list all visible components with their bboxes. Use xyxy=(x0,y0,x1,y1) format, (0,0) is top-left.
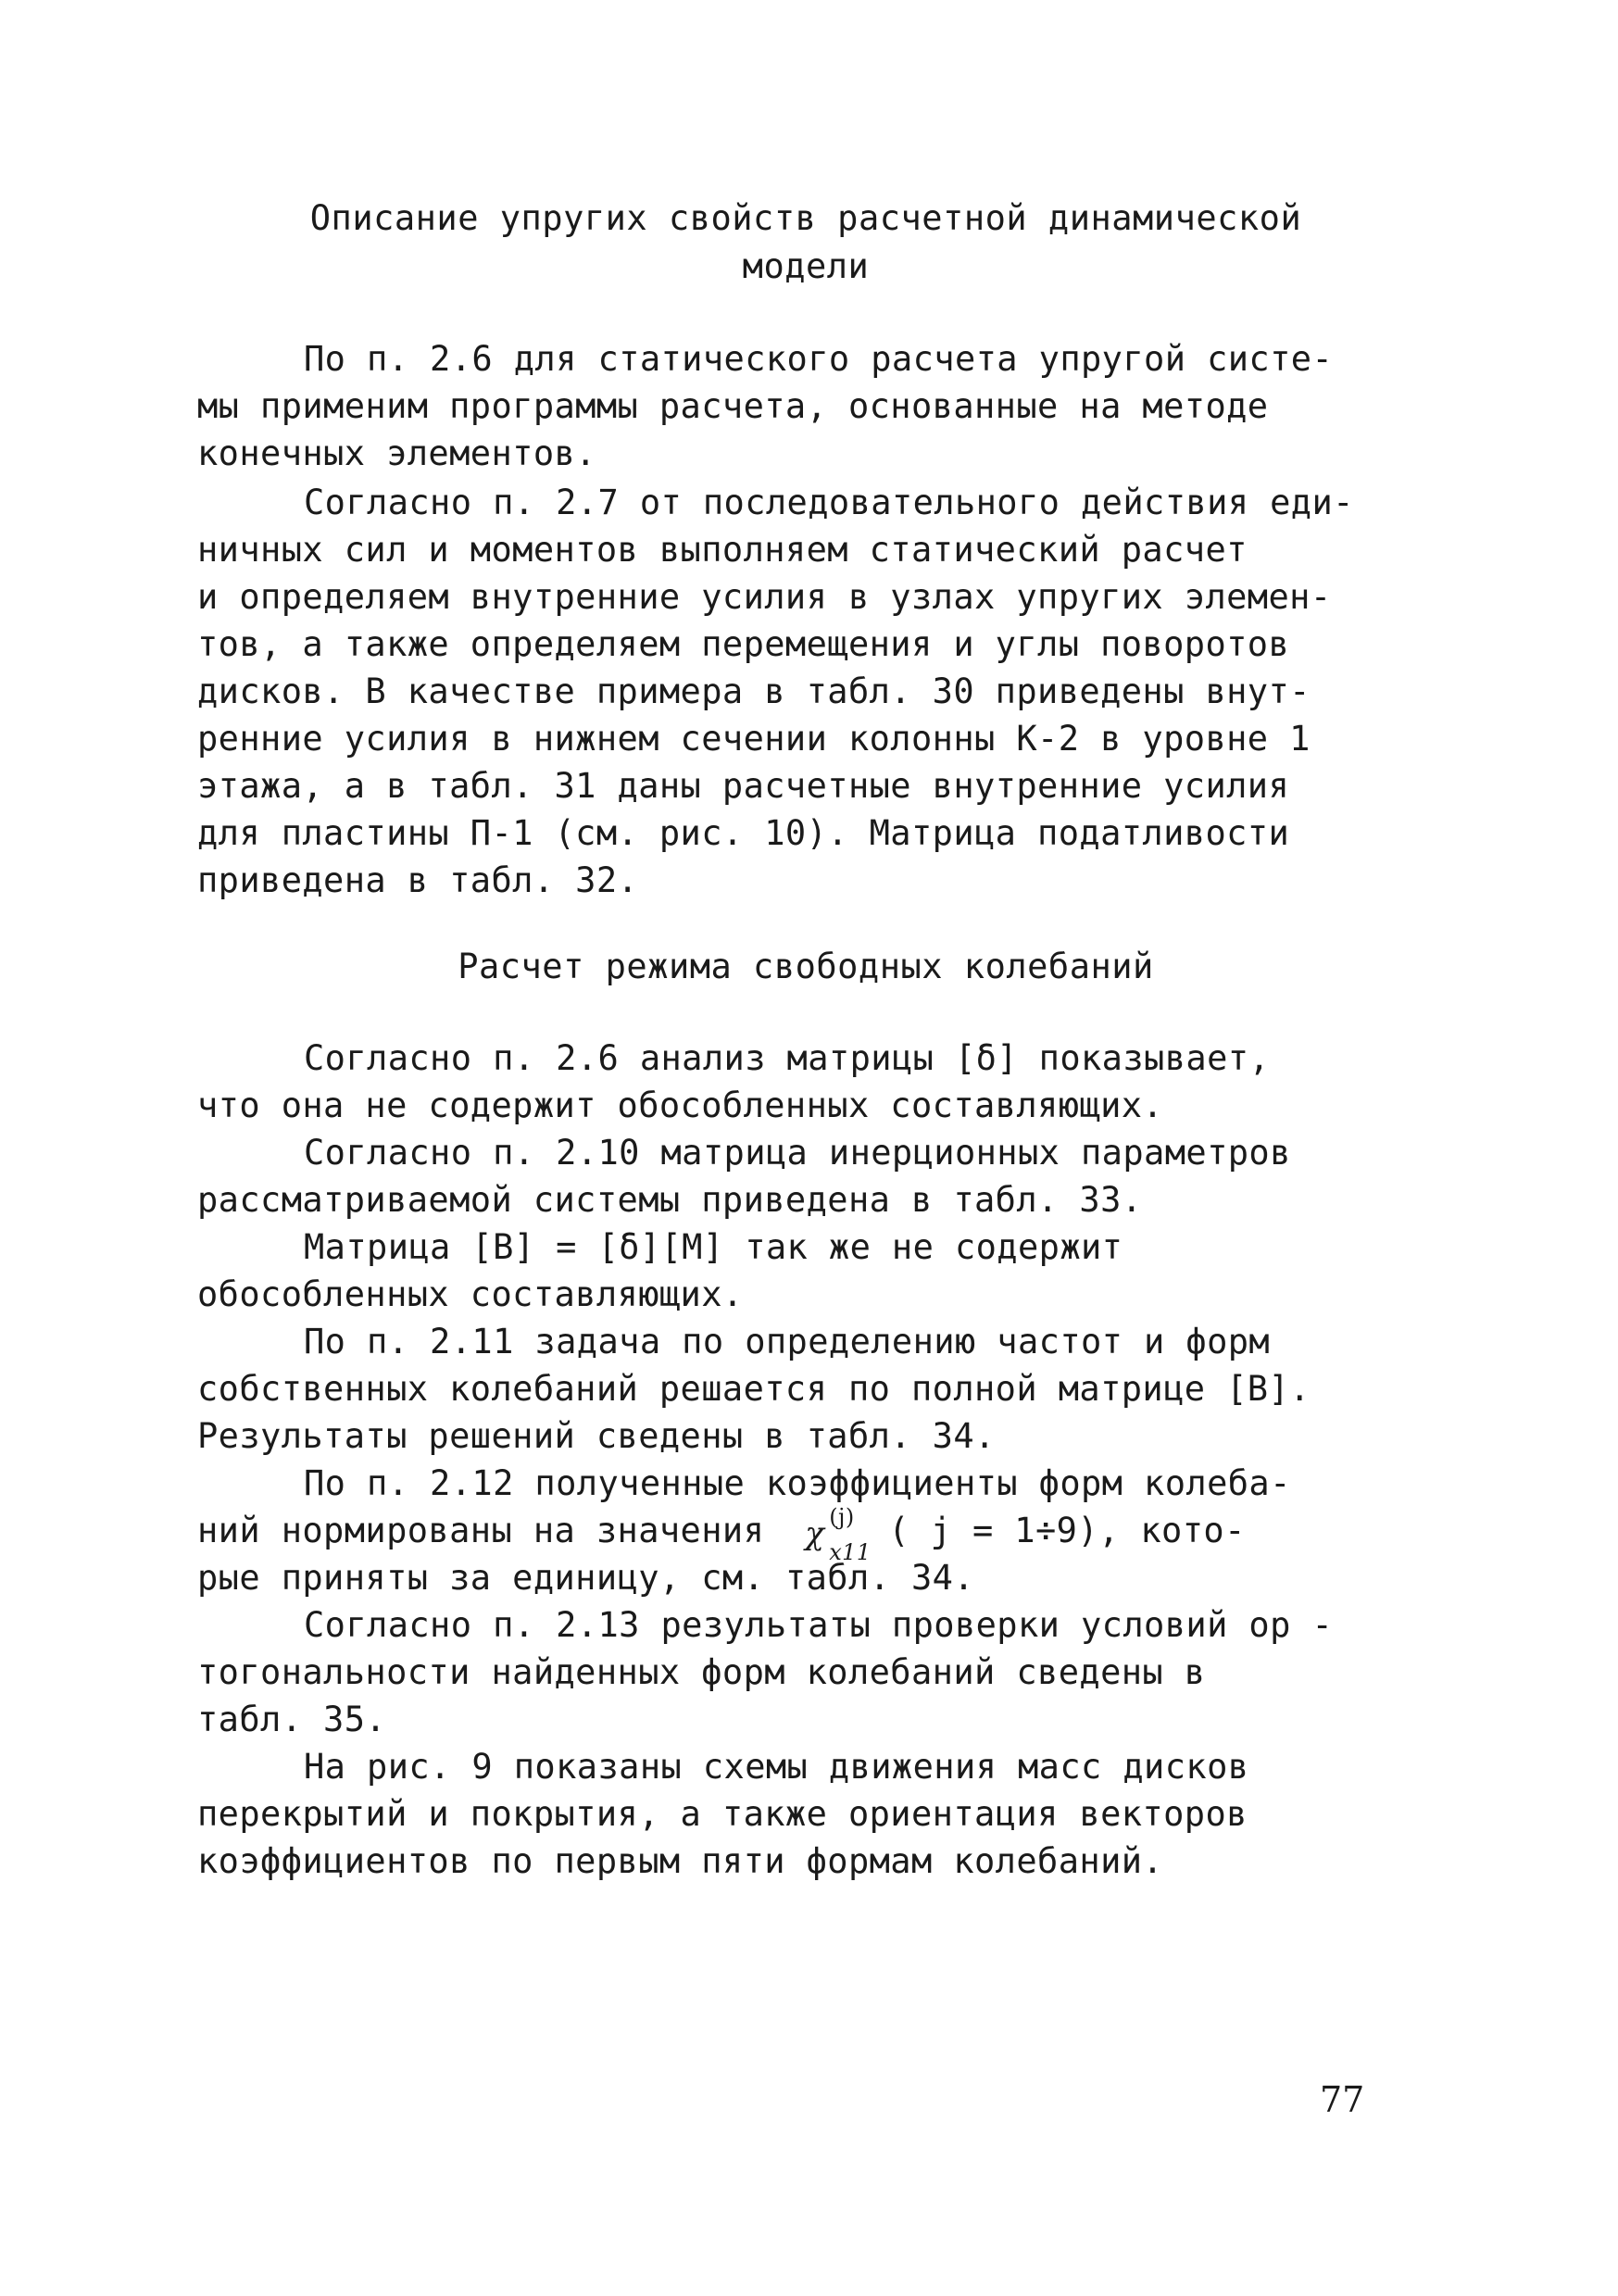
text-line: ничных сил и моментов выполняем статический расчет xyxy=(197,530,1248,570)
text-line: тов, а также определяем перемещения и углы поворотов xyxy=(197,624,1290,664)
paragraph-orthogonality xyxy=(197,1601,1420,1743)
paragraph-static-calculation xyxy=(197,335,1420,477)
text-line: для пластины П-1 (см. рис. 10). Матрица податливости xyxy=(197,813,1290,853)
text-line: Согласно п. 2.7 от последовательного действия еди- xyxy=(304,483,1354,522)
text-line: Матрица [B] = [δ][M] так же не содержит xyxy=(304,1227,1123,1267)
paragraph-mass-motion xyxy=(197,1743,1420,1885)
text-line: ренние усилия в нижнем сечении колонны К-2 в уровне 1 xyxy=(197,719,1311,759)
text-line: По п. 2.11 задача по определению частот и форм xyxy=(304,1322,1271,1361)
formula-symbol: χ xyxy=(805,1515,825,1552)
text-line: этажа, а в табл. 31 даны расчетные внутренние усилия xyxy=(197,766,1290,806)
text-line: приведена в табл. 32. xyxy=(197,860,639,900)
text-line: коэффициентов по первым пяти формам колебаний. xyxy=(197,1841,1164,1881)
heading-line: модели xyxy=(742,246,870,286)
text-line: Согласно п. 2.13 результаты проверки условий ор - xyxy=(304,1605,1334,1645)
text-line: и определяем внутренние усилия в узлах упругих элемен- xyxy=(197,577,1332,617)
text-fragment: ний нормированы на значения xyxy=(197,1511,765,1550)
text-line: мы применим программы расчета, основанные на методе xyxy=(197,386,1269,426)
normalization-formula xyxy=(805,1504,875,1565)
paragraph-eigen-problem xyxy=(197,1318,1420,1460)
text-line: тогональности найденных форм колебаний сведены в xyxy=(197,1652,1206,1692)
paragraph-inertia-matrix xyxy=(197,1129,1420,1223)
text-line: обособленных составляющих. xyxy=(197,1274,744,1314)
paragraph-internal-forces xyxy=(197,479,1420,904)
text-line-with-formula xyxy=(197,1504,1420,1565)
text-line: На рис. 9 показаны схемы движения масс дисков xyxy=(304,1747,1249,1787)
text-line: По п. 2.12 полученные коэффициенты форм колеба- xyxy=(304,1463,1291,1503)
heading-line: Расчет режима свободных колебаний xyxy=(458,947,1154,986)
paragraph-matrix-analysis xyxy=(197,1035,1420,1129)
text-line: Согласно п. 2.10 матрица инерционных параметров xyxy=(304,1133,1291,1173)
text-line: что она не содержит обособленных составляющих. xyxy=(197,1085,1164,1125)
paragraph-normalization xyxy=(197,1460,1420,1601)
text-line: дисков. В качестве примера в табл. 30 приведены внут- xyxy=(197,671,1311,711)
text-fragment: ( j = 1÷9), кото- xyxy=(888,1511,1246,1550)
formula-superscript: (j) xyxy=(829,1504,855,1530)
text-line: перекрытий и покрытия, а также ориентация векторов xyxy=(197,1794,1248,1834)
section-heading-elastic-properties xyxy=(185,194,1426,291)
heading-line: Описание упругих свойств расчетной динамической xyxy=(309,198,1302,238)
text-line: табл. 35. xyxy=(197,1700,387,1739)
paragraph-matrix-b xyxy=(197,1223,1420,1318)
text-line: Результаты решений сведены в табл. 34. xyxy=(197,1416,996,1456)
text-line: рые приняты за единицу, см. табл. 34. xyxy=(197,1558,975,1598)
text-line: По п. 2.6 для статического расчета упругой систе- xyxy=(304,339,1334,379)
text-line: собственных колебаний решается по полной матрице [B]. xyxy=(197,1369,1311,1409)
text-line: конечных элементов. xyxy=(197,433,596,473)
text-line: Согласно п. 2.6 анализ матрицы [δ] показывает, xyxy=(304,1038,1271,1078)
text-line: рассматриваемой системы приведена в табл. 33. xyxy=(197,1180,1143,1220)
page-number: 77 xyxy=(1320,2079,1365,2120)
section-heading-free-vibrations xyxy=(185,943,1426,991)
formula-subscript: x11 xyxy=(829,1539,872,1565)
